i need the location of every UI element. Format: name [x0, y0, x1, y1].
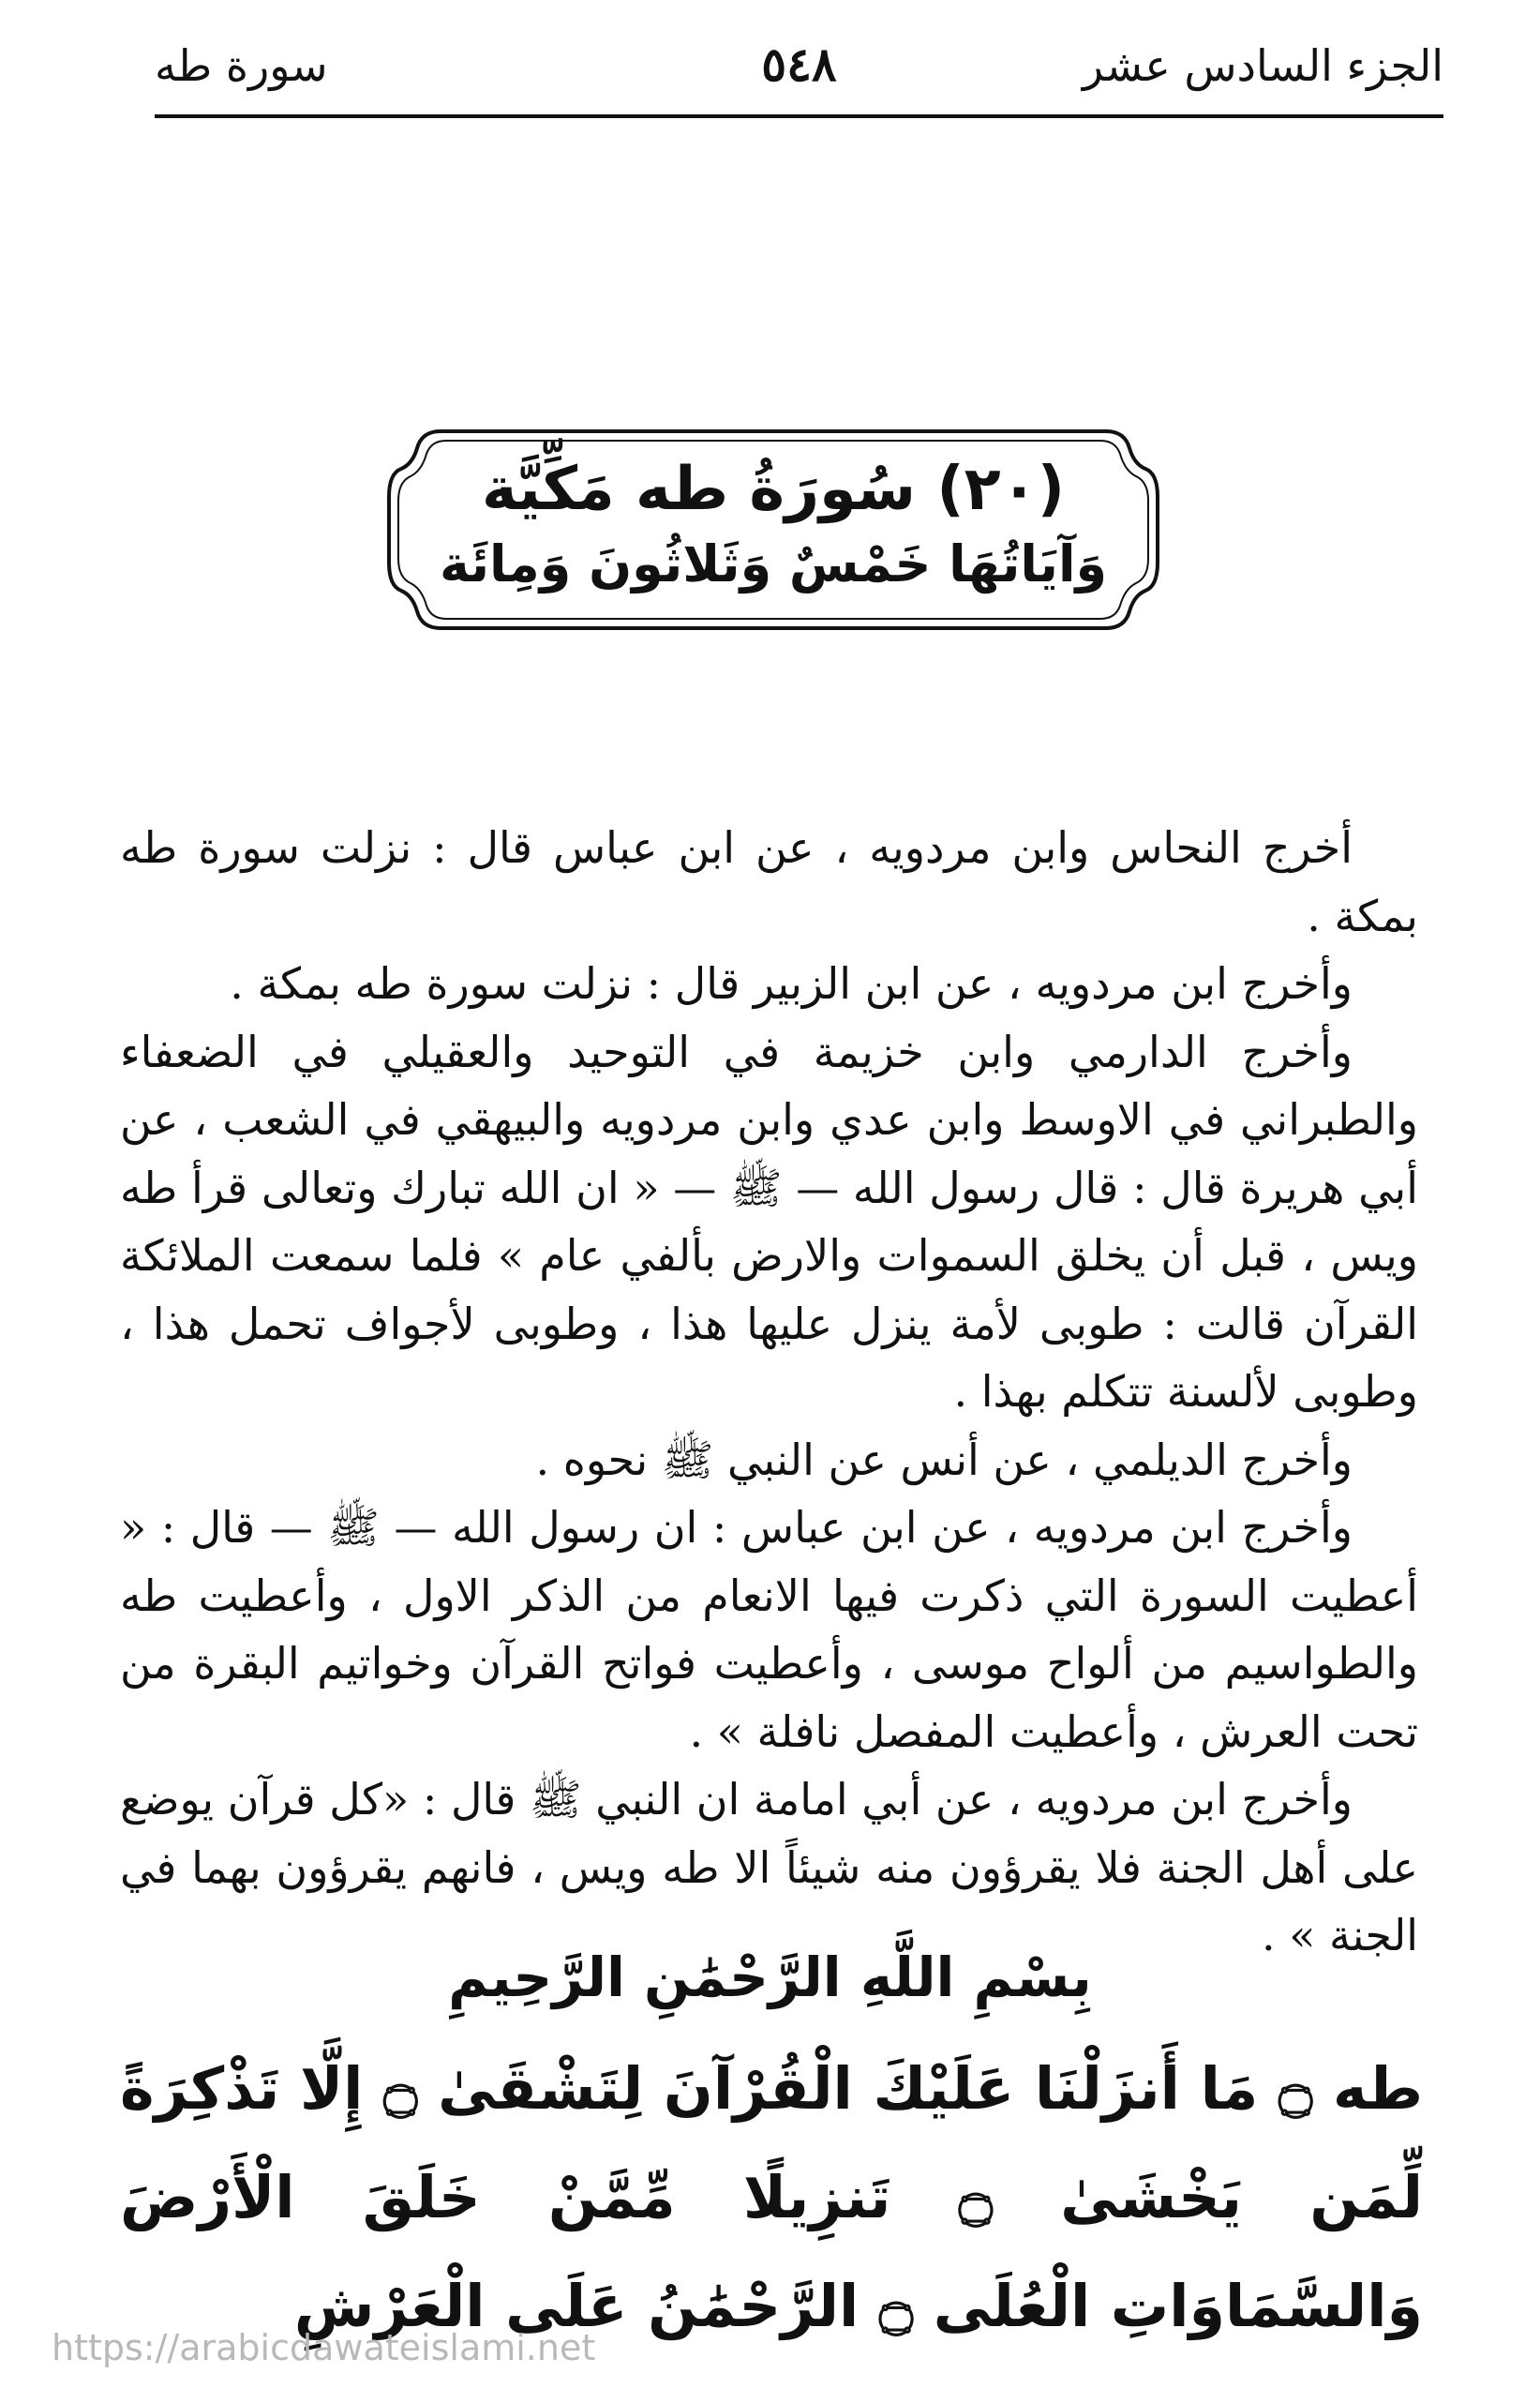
- paragraph: أخرج النحاس وابن مردويه ، عن ابن عباس قال : نزلت سورة طه بمكة .: [120, 822, 1418, 941]
- page-number: ٥٤٨: [761, 37, 837, 92]
- commentary-text: [120, 814, 1418, 1970]
- paragraph: وأخرج الديلمي ، عن أنس عن النبي ﷺ نحوه .: [535, 1434, 1353, 1485]
- paragraph: وأخرج ابن مردويه ، عن ابن الزبير قال : نزلت سورة طه بمكة .: [230, 958, 1353, 1009]
- paragraph: وأخرج ابن مردويه ، عن ابن عباس : ان رسول الله — ﷺ — قال : « أعطيت السورة التي ذكرت فيها الانعام من الذكر الاول ، وأعطيت طه والطواسيم من ألواح موسى ، وأعطيت فواتح القرآن وخواتيم البقرة من تحت العرش ، وأعطيت المفصل نافلة » .: [120, 1502, 1418, 1757]
- paragraph: وأخرج الدارمي وابن خزيمة في التوحيد والعقيلي في الضعفاء والطبراني في الاوسط وابن عدي وابن مردويه والبيهقي في الشعب ، عن أبي هريرة قال : قال رسول الله — ﷺ — « ان الله تبارك وتعالى قرأ طه ويس ، قبل أن يخلق السموات والارض بألفي عام » فلما سمعت الملائكة القرآن قالت : طوبى لأمة ينزل عليها هذا ، وطوبى لأجواف تحمل هذا ، وطوبى لألسنة تتكلم بهذا .: [120, 1026, 1418, 1417]
- page-header: [155, 33, 1443, 117]
- surah-title: (٢٠) سُورَةُ طه مَكِّيَّة: [481, 455, 1066, 524]
- header-rule: [155, 114, 1443, 118]
- surah-title-frame: [384, 422, 1162, 638]
- juz-label: الجزء السادس عشر: [1082, 40, 1443, 91]
- paragraph: وأخرج ابن مردويه ، عن أبي امامة ان النبي ﷺ قال : «كل قرآن يوضع على أهل الجنة فلا يقرؤون منه شيئاً الا طه ويس ، فانهم يقرؤون بهما في الجنة » .: [120, 1774, 1418, 1960]
- quran-verses: طه ۝ مَا أَنزَلْنَا عَلَيْكَ الْقُرْآنَ لِتَشْقَىٰ ۝ إِلَّا تَذْكِرَةً لِّمَن يَخْشَىٰ ۝ تَنزِيلًا مِّمَّنْ خَلَقَ الْأَرْضَ وَالسَّمَاوَاتِ الْعُلَى ۝ الرَّحْمَٰنُ عَلَى الْعَرْشِ: [120, 2054, 1423, 2340]
- verse-count: وَآيَاتُهَا خَمْسٌ وَثَلاثُونَ وَمِائَة: [439, 534, 1108, 593]
- basmala: بِسْمِ اللَّهِ الرَّحْمَٰنِ الرَّحِيمِ: [448, 1945, 1092, 2009]
- watermark-url: https://arabicdawateislami.net: [52, 2327, 596, 2368]
- surah-label: سورة طه: [155, 40, 328, 91]
